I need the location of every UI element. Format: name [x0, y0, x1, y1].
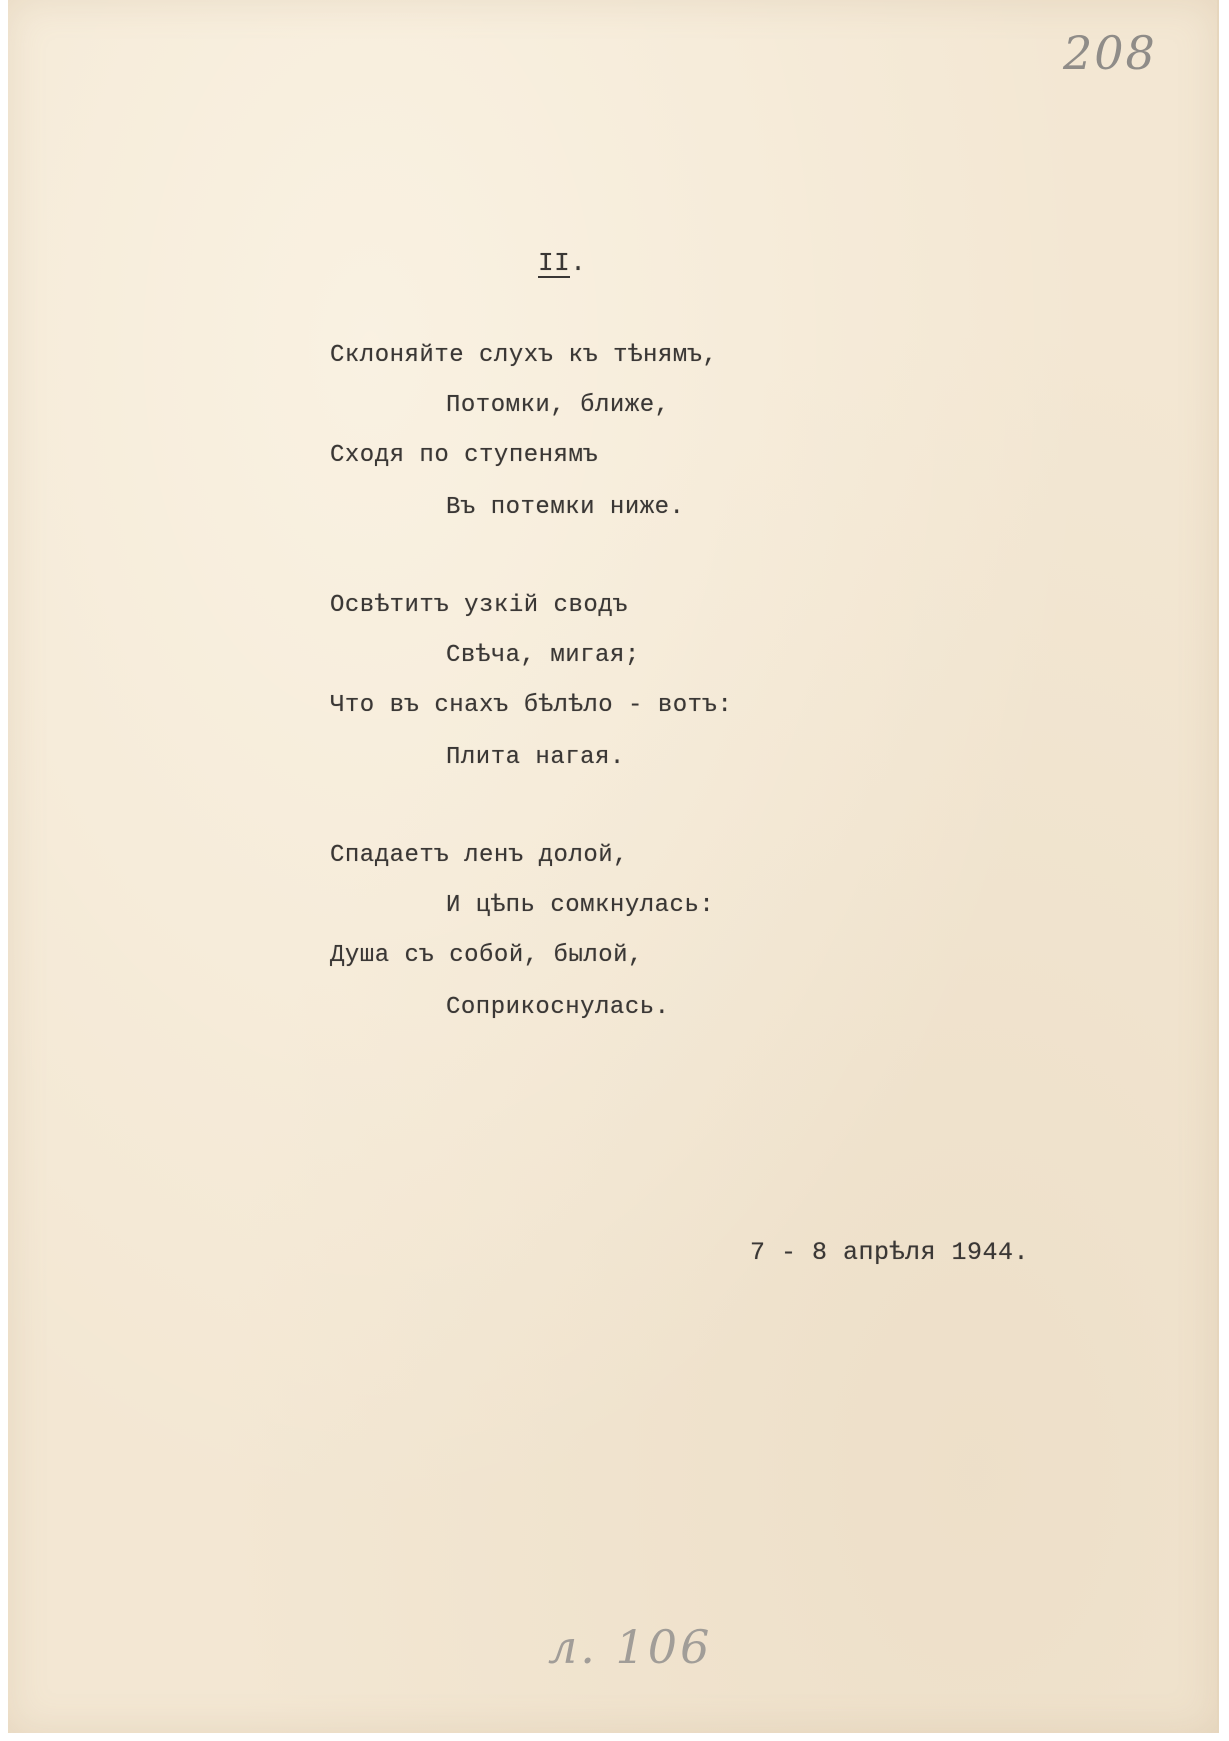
date-line: 7 - 8 апрѣля 1944. [750, 1238, 1030, 1267]
poem-line: Плита нагая. [446, 744, 625, 771]
poem-line: И цѣпь сомкнулась: [446, 892, 715, 919]
poem-line: Склоняйте слухъ къ тѣнямъ, [330, 342, 718, 369]
poem-line: Спадаетъ ленъ долой, [330, 842, 629, 869]
poem-line: Свѣча, мигая; [446, 642, 640, 669]
sheet-mark: л. 106 [548, 1620, 713, 1674]
poem-line: Соприкоснулась. [446, 994, 670, 1021]
section-number: II. [538, 248, 587, 278]
section-number-text: II [538, 248, 571, 278]
poem-line: Что въ снахъ бѣлѣло - вотъ: [330, 692, 733, 719]
poem-line: Душа съ собой, былой, [330, 942, 643, 969]
poem-line: Въ потемки ниже. [446, 494, 685, 521]
poem-line: Потомки, ближе, [446, 392, 670, 419]
poem-line: Сходя по ступенямъ [330, 442, 599, 469]
poem-line: Освѣтитъ узкій сводъ [330, 592, 629, 619]
folio-number: 208 [1063, 26, 1157, 80]
typescript-page [8, 0, 1219, 1733]
